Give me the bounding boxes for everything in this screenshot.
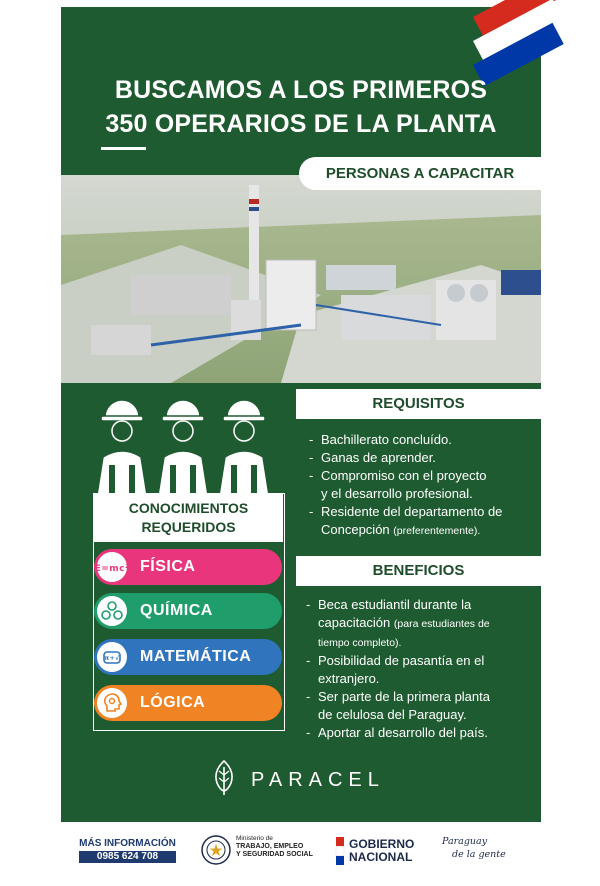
gov-line-2: NACIONAL (349, 850, 413, 864)
more-info-label: MÁS INFORMACIÓN (79, 838, 176, 849)
list-item: - Compromiso con el proyecto y el desarrollo profesional. (309, 467, 541, 503)
subject-logica (94, 685, 282, 721)
svg-text:π+√: π+√ (104, 655, 120, 662)
beneficios-header: BENEFICIOS (296, 556, 541, 586)
workers-icon (91, 395, 276, 495)
ministry-small: Ministerio de (236, 835, 273, 842)
ministry-seal-icon (200, 834, 232, 866)
list-item: - Ser parte de la primera planta de celulosa del Paraguay. (306, 688, 541, 724)
leaf-logo-icon (211, 759, 237, 795)
brand-name: PARACEL (251, 769, 385, 791)
subject-label: QUÍMICA (140, 602, 213, 619)
list-item: - Residente del departamento de Concepción (preferentemente). (309, 503, 541, 540)
list-item: - Beca estudiantil durante la capacitación (para estudiantes de tiempo completo). (306, 596, 541, 652)
knowledge-title-line-1: CONOCIMIENTOS (128, 500, 249, 516)
list-item: - Ganas de aprender. (309, 449, 541, 467)
head-gears-icon (97, 688, 127, 718)
gov-line-1: GOBIERNO (349, 837, 415, 851)
slogan (442, 835, 522, 861)
job-poster (61, 7, 541, 822)
slogan-line-2: de la gente (452, 849, 506, 860)
phone-number: 0985 624 708 (79, 851, 176, 863)
list-item: - Posibilidad de pasantía en el extranjero. (306, 652, 541, 688)
beneficios-list (306, 596, 541, 742)
requisitos-header: REQUISITOS (296, 389, 541, 419)
ministry-line-2: Y SEGURIDAD SOCIAL (236, 851, 313, 858)
headline-underline (101, 147, 146, 150)
calculator-icon (97, 642, 127, 672)
knowledge-title (94, 494, 283, 542)
subject-fisica (94, 549, 282, 585)
gobierno-nacional-logo (336, 837, 436, 865)
ministry-text (236, 835, 313, 859)
headline (61, 73, 541, 141)
list-item: - Bachillerato concluído. (309, 431, 541, 449)
subject-label: LÓGICA (140, 694, 206, 711)
gov-flag-mark-icon (336, 837, 344, 865)
more-info (79, 838, 176, 863)
ministry-logo (200, 834, 325, 866)
requisitos-list (309, 431, 541, 540)
list-item: - Aportar al desarrollo del país. (306, 724, 541, 742)
subject-label: MATEMÁTICA (140, 648, 252, 665)
paraguay-flag (483, 7, 541, 75)
headline-line-1: BUSCAMOS A LOS PRIMEROS (114, 76, 488, 104)
formula-icon (94, 552, 130, 582)
subheadline-pill: PERSONAS A CAPACITAR (299, 157, 541, 190)
slogan-line-1: Paraguay (442, 836, 488, 847)
svg-text:E=mc²: E=mc² (94, 564, 130, 574)
knowledge-title-line-2: REQUERIDOS (141, 519, 236, 535)
molecule-icon (97, 596, 127, 626)
headline-line-2: 350 OPERARIOS DE LA PLANTA (105, 110, 497, 138)
subject-quimica (94, 593, 282, 629)
subject-matematica (94, 639, 282, 675)
ministry-line-1: TRABAJO, EMPLEO (236, 843, 304, 850)
subject-label: FÍSICA (140, 558, 196, 575)
plant-aerial-image (61, 175, 541, 383)
